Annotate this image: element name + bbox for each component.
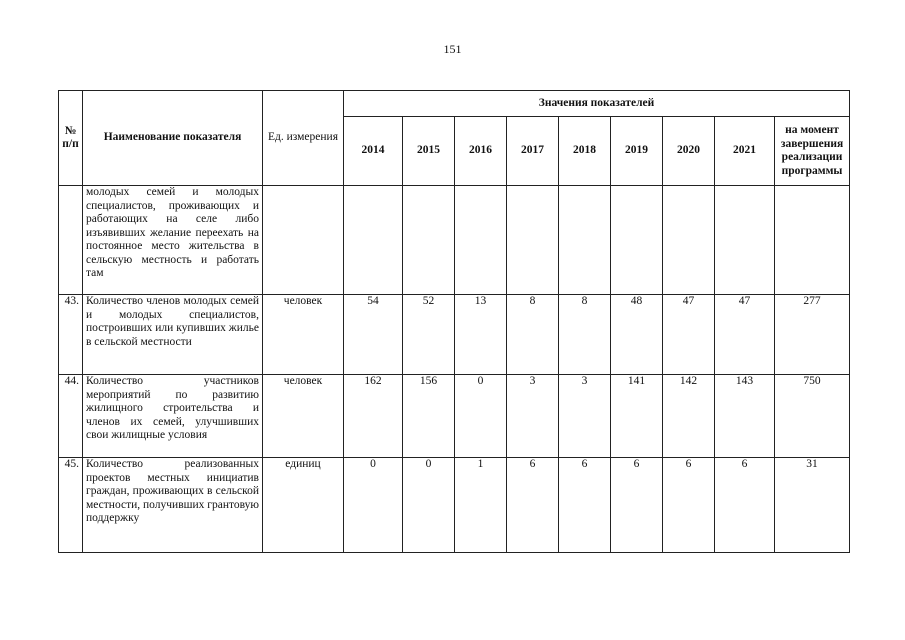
header-name: Наименование показателя	[83, 91, 263, 186]
row-value	[663, 186, 715, 295]
row-final: 31	[775, 458, 850, 553]
row-final	[775, 186, 850, 295]
row-value: 141	[611, 375, 663, 458]
row-value: 47	[715, 295, 775, 375]
row-value	[611, 186, 663, 295]
row-num: 43.	[59, 295, 83, 375]
row-value: 0	[403, 458, 455, 553]
header-final: на момент завершения реализации программы	[775, 117, 850, 186]
page-number: 151	[443, 42, 462, 56]
header-year: 2014	[344, 117, 403, 186]
row-value: 8	[507, 295, 559, 375]
row-value	[455, 186, 507, 295]
row-value	[559, 186, 611, 295]
header-values-group: Значения показателей	[344, 91, 850, 117]
table-row	[59, 295, 850, 375]
row-value	[507, 186, 559, 295]
row-num	[59, 186, 83, 295]
header-num: № п/п	[59, 91, 83, 186]
row-name: Количество участников мероприятий по развитию жилищного строительства и членов их семей, улучшивших свои жилищные условия	[83, 375, 263, 458]
row-unit: единиц	[263, 458, 344, 553]
row-value: 0	[344, 458, 403, 553]
row-value: 1	[455, 458, 507, 553]
row-value: 6	[715, 458, 775, 553]
row-unit: человек	[263, 375, 344, 458]
header-year: 2019	[611, 117, 663, 186]
row-num: 45.	[59, 458, 83, 553]
row-value: 3	[559, 375, 611, 458]
row-value: 47	[663, 295, 715, 375]
header-year: 2018	[559, 117, 611, 186]
header-year: 2016	[455, 117, 507, 186]
row-value: 6	[507, 458, 559, 553]
row-final: 750	[775, 375, 850, 458]
table-row	[59, 375, 850, 458]
indicators-table	[58, 90, 850, 553]
row-value: 156	[403, 375, 455, 458]
row-name: Количество реализованных проектов местных инициатив граждан, проживающих в сельской местности, получивших грантовую поддержку	[83, 458, 263, 553]
header-unit: Ед. измерения	[263, 91, 344, 186]
row-value: 6	[559, 458, 611, 553]
table-row	[59, 186, 850, 295]
header-year: 2021	[715, 117, 775, 186]
row-unit	[263, 186, 344, 295]
row-value: 54	[344, 295, 403, 375]
row-value	[344, 186, 403, 295]
row-name: молодых семей и молодых специалистов, проживающих и работающих на селе либо изъявивших желание переехать на постоянное место жительства в сельскую местность и работать там	[83, 186, 263, 295]
row-value: 8	[559, 295, 611, 375]
header-year: 2020	[663, 117, 715, 186]
row-value: 6	[663, 458, 715, 553]
row-name: Количество членов молодых семей и молодых специалистов, построивших или купивших жилье в сельской местности	[83, 295, 263, 375]
row-value: 52	[403, 295, 455, 375]
row-value: 48	[611, 295, 663, 375]
row-value: 143	[715, 375, 775, 458]
row-num: 44.	[59, 375, 83, 458]
row-value: 142	[663, 375, 715, 458]
row-value: 6	[611, 458, 663, 553]
row-value	[715, 186, 775, 295]
table-row	[59, 458, 850, 553]
header-year: 2017	[507, 117, 559, 186]
row-value: 0	[455, 375, 507, 458]
row-value: 162	[344, 375, 403, 458]
row-value	[403, 186, 455, 295]
row-value: 13	[455, 295, 507, 375]
row-value: 3	[507, 375, 559, 458]
header-year: 2015	[403, 117, 455, 186]
row-final: 277	[775, 295, 850, 375]
row-unit: человек	[263, 295, 344, 375]
